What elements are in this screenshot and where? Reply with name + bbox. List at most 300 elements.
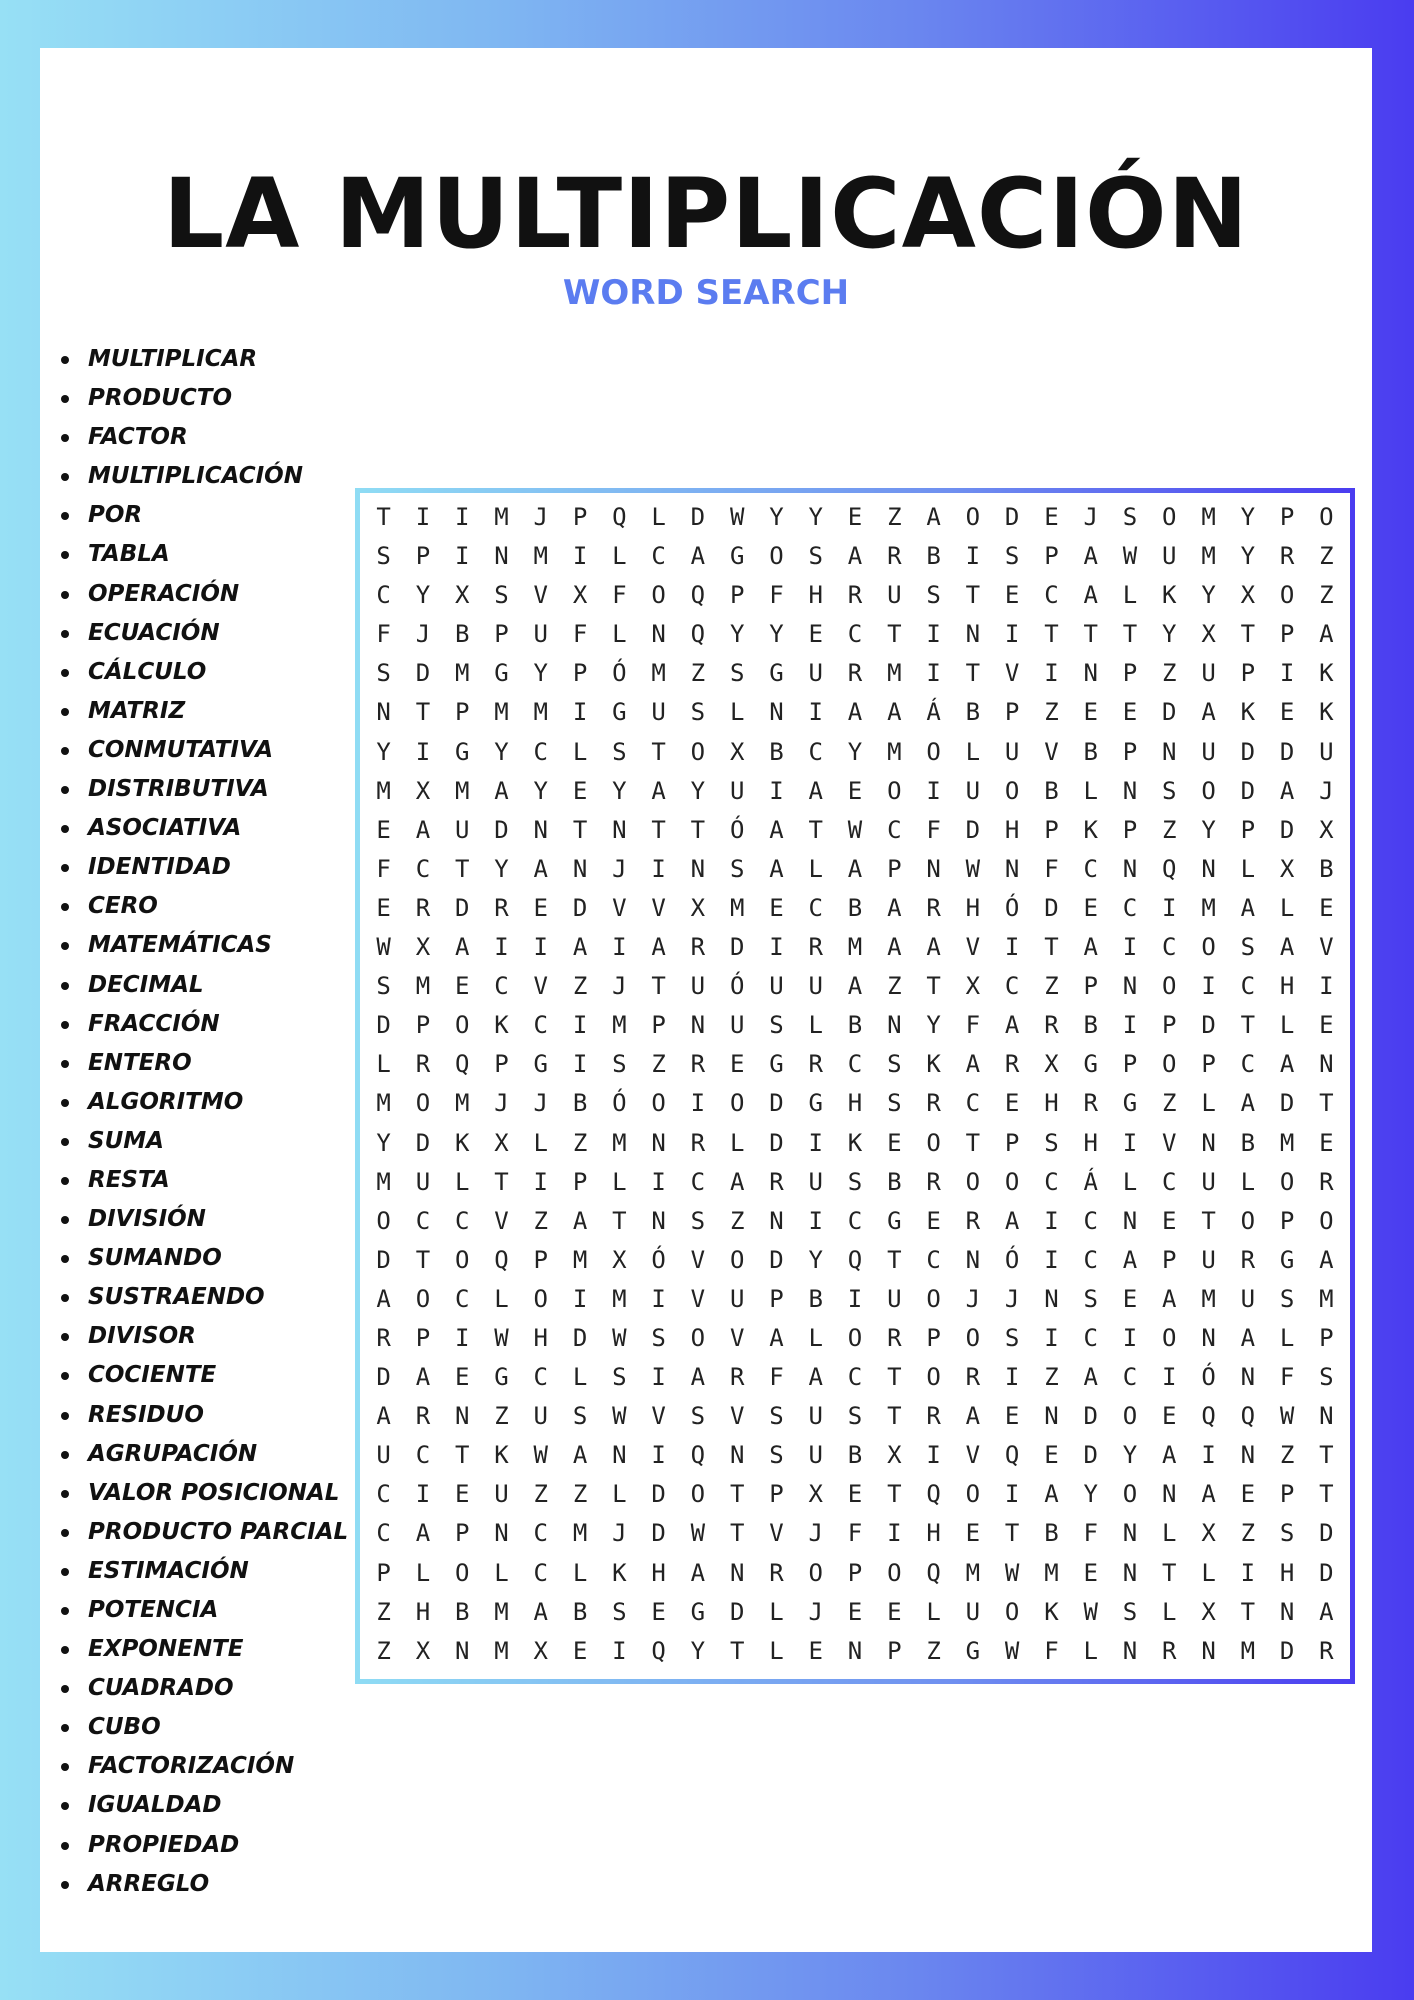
grid-letter[interactable]: P	[847, 1558, 863, 1587]
grid-letter[interactable]: P	[926, 1323, 941, 1352]
grid-letter[interactable]: J	[494, 1089, 509, 1118]
grid-letter[interactable]: O	[926, 1363, 941, 1392]
grid-letter[interactable]: O	[847, 1323, 863, 1352]
grid-letter[interactable]: T	[729, 1480, 745, 1509]
grid-letter[interactable]: A	[769, 1323, 784, 1352]
grid-letter[interactable]: E	[1083, 1558, 1098, 1587]
grid-letter[interactable]: Q	[454, 1050, 470, 1079]
grid-letter[interactable]: N	[1004, 854, 1020, 883]
grid-letter[interactable]: T	[690, 815, 706, 844]
grid-letter[interactable]: L	[926, 1597, 941, 1626]
grid-letter[interactable]: N	[690, 854, 706, 883]
grid-letter[interactable]: A	[847, 698, 863, 727]
grid-letter[interactable]: V	[769, 1519, 784, 1548]
grid-letter[interactable]: C	[1162, 1167, 1177, 1196]
grid-letter[interactable]: A	[415, 815, 431, 844]
grid-letter[interactable]: Á	[926, 698, 941, 727]
grid-letter[interactable]: O	[1279, 581, 1295, 610]
grid-letter[interactable]: F	[1044, 854, 1059, 883]
grid-letter[interactable]: F	[847, 1519, 863, 1548]
grid-letter[interactable]: D	[1044, 893, 1059, 922]
grid-letter[interactable]: F	[612, 581, 627, 610]
grid-letter[interactable]: O	[1201, 776, 1216, 805]
grid-letter[interactable]: T	[1240, 620, 1256, 649]
grid-letter[interactable]: L	[612, 542, 627, 571]
grid-letter[interactable]: M	[494, 698, 509, 727]
grid-letter[interactable]: T	[965, 1128, 981, 1157]
grid-letter[interactable]: W	[376, 933, 391, 962]
grid-letter[interactable]: I	[1240, 1558, 1256, 1587]
grid-letter[interactable]: W	[1004, 1636, 1020, 1665]
grid-letter[interactable]: N	[1201, 1128, 1216, 1157]
grid-letter[interactable]: E	[572, 776, 588, 805]
grid-letter[interactable]: P	[1122, 659, 1138, 688]
grid-letter[interactable]: Y	[729, 620, 745, 649]
grid-letter[interactable]: C	[494, 972, 509, 1001]
grid-letter[interactable]: N	[1122, 776, 1138, 805]
grid-letter[interactable]: T	[1044, 620, 1059, 649]
grid-letter[interactable]: U	[1201, 1167, 1216, 1196]
grid-letter[interactable]: U	[965, 1597, 981, 1626]
grid-letter[interactable]: T	[887, 1480, 902, 1509]
grid-letter[interactable]: U	[1240, 1284, 1256, 1313]
grid-letter[interactable]: J	[612, 854, 627, 883]
grid-letter[interactable]: G	[1279, 1245, 1295, 1274]
grid-letter[interactable]: J	[1004, 1284, 1020, 1313]
grid-letter[interactable]: I	[415, 1480, 431, 1509]
grid-letter[interactable]: N	[572, 854, 588, 883]
grid-letter[interactable]: P	[1122, 737, 1138, 766]
grid-letter[interactable]: Z	[651, 1050, 666, 1079]
grid-letter[interactable]: X	[415, 1636, 431, 1665]
grid-letter[interactable]: U	[1201, 737, 1216, 766]
grid-letter[interactable]: Y	[1201, 581, 1216, 610]
grid-letter[interactable]: R	[887, 1323, 902, 1352]
grid-letter[interactable]: S	[926, 581, 941, 610]
grid-letter[interactable]: Q	[1162, 854, 1177, 883]
grid-letter[interactable]: U	[533, 620, 548, 649]
grid-letter[interactable]: F	[1044, 1636, 1059, 1665]
grid-letter[interactable]: X	[690, 893, 706, 922]
grid-letter[interactable]: K	[1162, 581, 1177, 610]
grid-letter[interactable]: A	[651, 776, 666, 805]
grid-letter[interactable]: T	[1319, 1480, 1334, 1509]
grid-letter[interactable]: L	[533, 1128, 548, 1157]
grid-letter[interactable]: S	[1122, 1597, 1138, 1626]
grid-letter[interactable]: Y	[847, 737, 863, 766]
grid-letter[interactable]: R	[690, 1128, 706, 1157]
grid-letter[interactable]: P	[1279, 503, 1295, 531]
grid-letter[interactable]: G	[887, 1206, 902, 1235]
grid-letter[interactable]: A	[1279, 776, 1295, 805]
grid-letter[interactable]: K	[1044, 1597, 1059, 1626]
grid-letter[interactable]: V	[651, 893, 666, 922]
grid-letter[interactable]: Q	[690, 620, 706, 649]
grid-letter[interactable]: C	[533, 1011, 548, 1040]
grid-letter[interactable]: C	[376, 581, 391, 610]
grid-letter[interactable]: N	[1122, 972, 1138, 1001]
grid-letter[interactable]: A	[533, 854, 548, 883]
grid-letter[interactable]: K	[926, 1050, 941, 1079]
grid-letter[interactable]: A	[1279, 933, 1295, 962]
grid-letter[interactable]: L	[1201, 1089, 1216, 1118]
grid-letter[interactable]: I	[415, 503, 431, 531]
grid-letter[interactable]: I	[1319, 972, 1334, 1001]
grid-letter[interactable]: R	[926, 1402, 941, 1431]
grid-letter[interactable]: I	[808, 1206, 823, 1235]
grid-letter[interactable]: A	[454, 933, 470, 962]
grid-letter[interactable]: A	[769, 815, 784, 844]
grid-letter[interactable]: E	[651, 1597, 666, 1626]
grid-letter[interactable]: M	[494, 1636, 509, 1665]
grid-letter[interactable]: S	[612, 1597, 627, 1626]
grid-letter[interactable]: O	[1162, 503, 1177, 531]
grid-letter[interactable]: L	[494, 1284, 509, 1313]
grid-letter[interactable]: B	[1083, 1011, 1098, 1040]
grid-letter[interactable]: T	[376, 503, 391, 531]
grid-letter[interactable]: R	[1240, 1245, 1256, 1274]
grid-letter[interactable]: I	[926, 620, 941, 649]
grid-letter[interactable]: I	[1004, 1480, 1020, 1509]
grid-letter[interactable]: L	[572, 1558, 588, 1587]
grid-letter[interactable]: X	[572, 581, 588, 610]
grid-letter[interactable]: V	[690, 1284, 706, 1313]
grid-letter[interactable]: A	[376, 1284, 391, 1313]
grid-letter[interactable]: A	[926, 933, 941, 962]
grid-letter[interactable]: J	[808, 1597, 823, 1626]
grid-letter[interactable]: C	[415, 1206, 431, 1235]
grid-letter[interactable]: P	[1319, 1323, 1334, 1352]
grid-letter[interactable]: C	[1083, 854, 1098, 883]
grid-letter[interactable]: G	[533, 1050, 548, 1079]
grid-letter[interactable]: M	[533, 698, 548, 727]
grid-letter[interactable]: M	[612, 1011, 627, 1040]
grid-letter[interactable]: S	[690, 1206, 706, 1235]
grid-letter[interactable]: R	[926, 1167, 941, 1196]
grid-letter[interactable]: Z	[572, 1128, 588, 1157]
grid-letter[interactable]: M	[494, 503, 509, 531]
grid-letter[interactable]: U	[887, 581, 902, 610]
grid-letter[interactable]: G	[494, 1363, 509, 1392]
grid-letter[interactable]: R	[769, 1167, 784, 1196]
grid-letter[interactable]: U	[808, 659, 823, 688]
grid-letter[interactable]: L	[1279, 1011, 1295, 1040]
grid-letter[interactable]: L	[769, 1597, 784, 1626]
grid-letter[interactable]: Z	[729, 1206, 745, 1235]
grid-letter[interactable]: D	[1279, 1636, 1295, 1665]
grid-letter[interactable]: T	[651, 737, 666, 766]
grid-letter[interactable]: K	[847, 1128, 863, 1157]
grid-letter[interactable]: R	[415, 893, 431, 922]
grid-letter[interactable]: G	[454, 737, 470, 766]
grid-letter[interactable]: H	[1004, 815, 1020, 844]
grid-letter[interactable]: E	[1083, 698, 1098, 727]
grid-letter[interactable]: M	[1319, 1284, 1334, 1313]
grid-letter[interactable]: M	[454, 1089, 470, 1118]
grid-letter[interactable]: D	[729, 1597, 745, 1626]
grid-letter[interactable]: E	[1004, 1402, 1020, 1431]
grid-letter[interactable]: P	[1279, 1480, 1295, 1509]
grid-letter[interactable]: O	[926, 1284, 941, 1313]
grid-letter[interactable]: O	[887, 776, 902, 805]
grid-letter[interactable]: E	[808, 1636, 823, 1665]
grid-letter[interactable]: Q	[612, 503, 627, 531]
grid-letter[interactable]: C	[847, 1050, 863, 1079]
grid-letter[interactable]: C	[651, 542, 666, 571]
grid-letter[interactable]: L	[1122, 1167, 1138, 1196]
grid-letter[interactable]: M	[454, 659, 470, 688]
grid-letter[interactable]: P	[1279, 620, 1295, 649]
grid-letter[interactable]: N	[1319, 1402, 1334, 1431]
grid-letter[interactable]: T	[1044, 933, 1059, 962]
grid-letter[interactable]: I	[769, 933, 784, 962]
grid-letter[interactable]: Q	[1201, 1402, 1216, 1431]
grid-letter[interactable]: M	[1201, 1284, 1216, 1313]
grid-letter[interactable]: P	[415, 1011, 431, 1040]
grid-letter[interactable]: O	[729, 1089, 745, 1118]
grid-letter[interactable]: O	[769, 542, 784, 571]
grid-letter[interactable]: E	[376, 815, 391, 844]
grid-letter[interactable]: W	[1083, 1597, 1098, 1626]
grid-letter[interactable]: V	[1004, 659, 1020, 688]
grid-letter[interactable]: Z	[887, 972, 902, 1001]
grid-letter[interactable]: O	[1004, 776, 1020, 805]
grid-letter[interactable]: E	[1240, 1480, 1256, 1509]
grid-letter[interactable]: G	[612, 698, 627, 727]
grid-letter[interactable]: W	[690, 1519, 706, 1548]
grid-letter[interactable]: N	[1122, 1636, 1138, 1665]
grid-letter[interactable]: X	[1201, 620, 1216, 649]
grid-letter[interactable]: L	[769, 1636, 784, 1665]
grid-letter[interactable]: M	[847, 933, 863, 962]
grid-letter[interactable]: N	[494, 542, 509, 571]
grid-letter[interactable]: S	[887, 1089, 902, 1118]
grid-letter[interactable]: P	[651, 1011, 666, 1040]
grid-letter[interactable]: D	[651, 1480, 666, 1509]
grid-letter[interactable]: R	[769, 1558, 784, 1587]
grid-letter[interactable]: E	[454, 972, 470, 1001]
grid-letter[interactable]: P	[1044, 815, 1059, 844]
grid-letter[interactable]: O	[454, 1245, 470, 1274]
grid-letter[interactable]: P	[1162, 1011, 1177, 1040]
grid-letter[interactable]: T	[926, 972, 941, 1001]
grid-letter[interactable]: M	[1240, 1636, 1256, 1665]
grid-letter[interactable]: L	[1122, 581, 1138, 610]
grid-letter[interactable]: C	[1122, 893, 1138, 922]
grid-letter[interactable]: T	[1083, 620, 1098, 649]
grid-letter[interactable]: G	[1083, 1050, 1098, 1079]
grid-letter[interactable]: C	[1162, 933, 1177, 962]
grid-letter[interactable]: M	[651, 659, 666, 688]
grid-letter[interactable]: R	[729, 1363, 745, 1392]
grid-letter[interactable]: W	[494, 1323, 509, 1352]
grid-letter[interactable]: E	[572, 1636, 588, 1665]
grid-letter[interactable]: Z	[1044, 1363, 1059, 1392]
grid-letter[interactable]: A	[1279, 1050, 1295, 1079]
grid-letter[interactable]: I	[612, 933, 627, 962]
grid-letter[interactable]: L	[729, 698, 745, 727]
grid-letter[interactable]: F	[926, 815, 941, 844]
grid-letter[interactable]: S	[1162, 776, 1177, 805]
grid-letter[interactable]: M	[376, 776, 391, 805]
grid-letter[interactable]: V	[533, 581, 548, 610]
grid-letter[interactable]: P	[1279, 1206, 1295, 1235]
grid-letter[interactable]: C	[533, 737, 548, 766]
grid-letter[interactable]: Y	[612, 776, 627, 805]
grid-letter[interactable]: D	[1279, 1089, 1295, 1118]
grid-letter[interactable]: T	[887, 620, 902, 649]
grid-letter[interactable]: E	[1122, 1284, 1138, 1313]
grid-letter[interactable]: C	[847, 1206, 863, 1235]
grid-letter[interactable]: U	[808, 1167, 823, 1196]
grid-letter[interactable]: O	[690, 737, 706, 766]
grid-letter[interactable]: E	[1162, 1206, 1177, 1235]
grid-letter[interactable]: K	[494, 1011, 509, 1040]
grid-letter[interactable]: C	[1083, 1245, 1098, 1274]
grid-letter[interactable]: E	[1319, 1128, 1334, 1157]
grid-letter[interactable]: N	[729, 1558, 745, 1587]
grid-letter[interactable]: N	[454, 1402, 470, 1431]
grid-letter[interactable]: C	[965, 1089, 981, 1118]
grid-letter[interactable]: R	[847, 659, 863, 688]
grid-letter[interactable]: O	[1004, 1597, 1020, 1626]
grid-letter[interactable]: N	[1044, 1284, 1059, 1313]
grid-letter[interactable]: A	[887, 698, 902, 727]
grid-letter[interactable]: F	[572, 620, 588, 649]
grid-letter[interactable]: N	[1201, 1323, 1216, 1352]
grid-letter[interactable]: V	[1044, 737, 1059, 766]
grid-letter[interactable]: O	[1319, 1206, 1334, 1235]
grid-letter[interactable]: E	[1122, 698, 1138, 727]
grid-letter[interactable]: D	[1162, 698, 1177, 727]
grid-letter[interactable]: C	[847, 1363, 863, 1392]
grid-letter[interactable]: Q	[494, 1245, 509, 1274]
grid-letter[interactable]: Q	[1240, 1402, 1256, 1431]
grid-letter[interactable]: R	[376, 1323, 391, 1352]
grid-letter[interactable]: R	[887, 542, 902, 571]
grid-letter[interactable]: S	[729, 854, 745, 883]
grid-letter[interactable]: L	[612, 620, 627, 649]
grid-letter[interactable]: Q	[926, 1558, 941, 1587]
grid-letter[interactable]: Z	[1162, 815, 1177, 844]
grid-letter[interactable]: L	[1083, 1636, 1098, 1665]
grid-letter[interactable]: E	[808, 620, 823, 649]
grid-letter[interactable]: D	[415, 1128, 431, 1157]
grid-letter[interactable]: A	[690, 1558, 706, 1587]
grid-letter[interactable]: K	[494, 1441, 509, 1470]
grid-letter[interactable]: Z	[1319, 581, 1334, 610]
grid-letter[interactable]: S	[1319, 1363, 1334, 1392]
grid-letter[interactable]: J	[1319, 776, 1334, 805]
grid-letter[interactable]: G	[808, 1089, 823, 1118]
grid-letter[interactable]: U	[376, 1441, 391, 1470]
grid-letter[interactable]: B	[847, 1441, 863, 1470]
grid-letter[interactable]: W	[612, 1323, 627, 1352]
grid-letter[interactable]: O	[1004, 1167, 1020, 1196]
grid-letter[interactable]: Ó	[1201, 1363, 1216, 1392]
grid-letter[interactable]: A	[1319, 1245, 1334, 1274]
grid-letter[interactable]: M	[729, 893, 745, 922]
grid-letter[interactable]: A	[808, 776, 823, 805]
grid-letter[interactable]: P	[415, 1323, 431, 1352]
grid-letter[interactable]: K	[1319, 698, 1334, 727]
grid-letter[interactable]: A	[729, 1167, 745, 1196]
grid-letter[interactable]: I	[926, 659, 941, 688]
grid-letter[interactable]: R	[1319, 1636, 1334, 1665]
grid-letter[interactable]: V	[533, 972, 548, 1001]
grid-letter[interactable]: N	[1122, 854, 1138, 883]
grid-letter[interactable]: G	[494, 659, 509, 688]
grid-letter[interactable]: V	[494, 1206, 509, 1235]
grid-letter[interactable]: C	[376, 1480, 391, 1509]
grid-letter[interactable]: E	[965, 1519, 981, 1548]
grid-letter[interactable]: D	[1240, 737, 1256, 766]
grid-letter[interactable]: E	[1004, 581, 1020, 610]
grid-letter[interactable]: N	[612, 815, 627, 844]
grid-letter[interactable]: E	[887, 1128, 902, 1157]
grid-letter[interactable]: N	[612, 1441, 627, 1470]
grid-letter[interactable]: B	[1083, 737, 1098, 766]
grid-letter[interactable]: L	[376, 1050, 391, 1079]
grid-letter[interactable]: X	[965, 972, 981, 1001]
grid-letter[interactable]: I	[454, 542, 470, 571]
grid-letter[interactable]: O	[1162, 972, 1177, 1001]
grid-letter[interactable]: Z	[1279, 1441, 1295, 1470]
grid-letter[interactable]: Z	[690, 659, 706, 688]
grid-letter[interactable]: A	[769, 854, 784, 883]
grid-letter[interactable]: I	[1044, 1245, 1059, 1274]
grid-letter[interactable]: Y	[1083, 1480, 1098, 1509]
grid-letter[interactable]: E	[1044, 503, 1059, 531]
grid-letter[interactable]: J	[533, 1089, 548, 1118]
grid-letter[interactable]: M	[965, 1558, 981, 1587]
grid-letter[interactable]: Y	[808, 503, 823, 531]
grid-letter[interactable]: G	[769, 1050, 784, 1079]
grid-letter[interactable]: L	[729, 1128, 745, 1157]
grid-letter[interactable]: L	[808, 1011, 823, 1040]
grid-letter[interactable]: D	[1319, 1519, 1334, 1548]
grid-letter[interactable]: C	[690, 1167, 706, 1196]
grid-letter[interactable]: E	[1279, 698, 1295, 727]
grid-letter[interactable]: I	[690, 1089, 706, 1118]
grid-letter[interactable]: O	[926, 737, 941, 766]
grid-letter[interactable]: S	[1240, 933, 1256, 962]
grid-letter[interactable]: T	[1004, 1519, 1020, 1548]
grid-letter[interactable]: N	[651, 1128, 666, 1157]
grid-letter[interactable]: R	[415, 1402, 431, 1431]
grid-letter[interactable]: O	[454, 1558, 470, 1587]
grid-letter[interactable]: R	[494, 893, 509, 922]
grid-letter[interactable]: O	[651, 1089, 666, 1118]
grid-letter[interactable]: M	[887, 737, 902, 766]
grid-letter[interactable]: I	[454, 503, 470, 531]
grid-letter[interactable]: R	[808, 933, 823, 962]
grid-letter[interactable]: Ó	[729, 972, 745, 1001]
grid-letter[interactable]: C	[533, 1558, 548, 1587]
grid-letter[interactable]: B	[1319, 854, 1334, 883]
grid-letter[interactable]: G	[769, 659, 784, 688]
grid-letter[interactable]: M	[494, 1597, 509, 1626]
grid-letter[interactable]: I	[769, 776, 784, 805]
grid-letter[interactable]: I	[1162, 893, 1177, 922]
grid-letter[interactable]: J	[1083, 503, 1098, 531]
grid-letter[interactable]: I	[1201, 972, 1216, 1001]
grid-letter[interactable]: N	[651, 620, 666, 649]
grid-letter[interactable]: D	[1319, 1558, 1334, 1587]
grid-letter[interactable]: P	[376, 1558, 391, 1587]
grid-letter[interactable]: G	[690, 1597, 706, 1626]
grid-letter[interactable]: S	[651, 1323, 666, 1352]
